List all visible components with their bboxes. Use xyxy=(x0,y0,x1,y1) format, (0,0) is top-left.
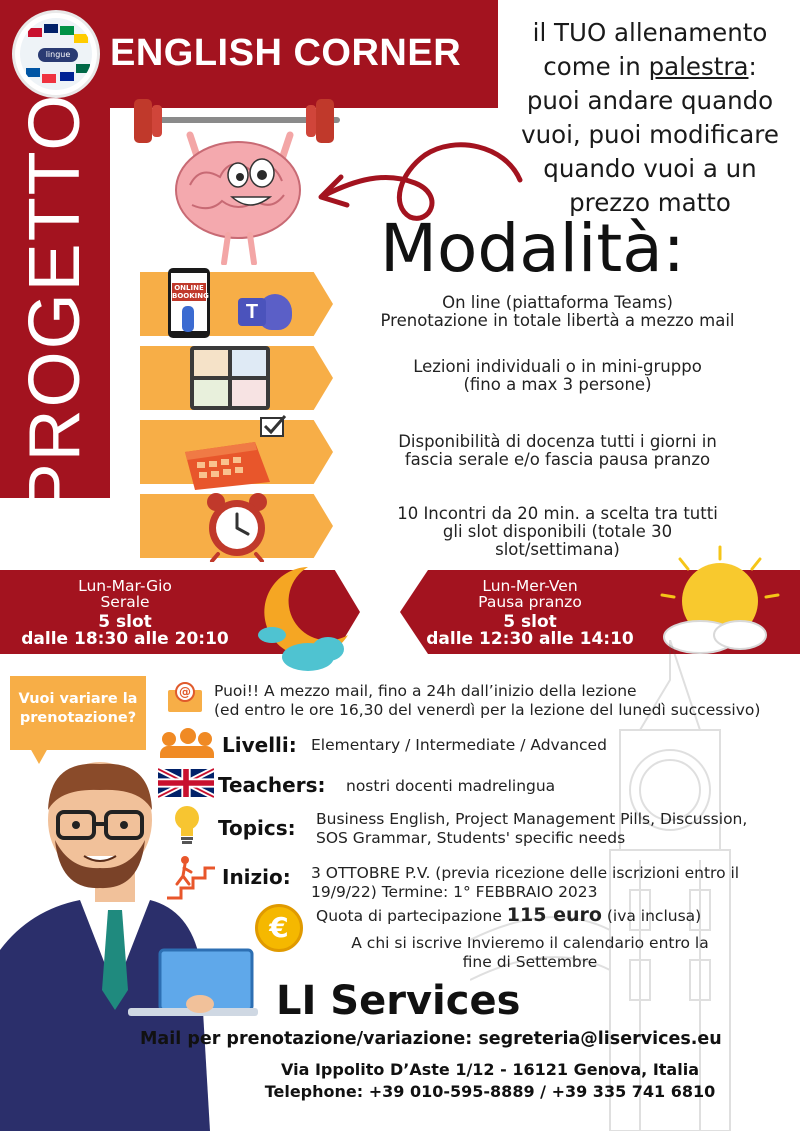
teachers-value: nostri docenti madrelingua xyxy=(346,777,556,795)
tagline-line: puoi andare quando xyxy=(526,86,774,115)
lunch-schedule xyxy=(410,578,650,648)
schedule-label: Serale xyxy=(100,593,150,611)
feature-text: On line (piattaforma Teams) Prenotazione in totale libertà a mezzo mail xyxy=(380,293,735,330)
start-value: 3 OTTOBRE P.V. (previa ricezione delle iscrizioni entro il 19/9/22) Termine: 1° FEBBRAIO 2023 xyxy=(311,864,740,901)
fee-line: Quota di partecipazione 115 euro (iva inclusa) xyxy=(316,904,702,926)
side-label: PROGETTO xyxy=(15,92,95,512)
teachers-label: Teachers: xyxy=(218,773,326,797)
topics-label: Topics: xyxy=(218,816,296,840)
teams-icon: T xyxy=(238,290,294,334)
schedule-days: Lun-Mer-Ven xyxy=(482,577,578,595)
tagline-line: come in palestra: xyxy=(543,52,757,81)
tagline-line: il TUO allenamento xyxy=(532,18,768,47)
video-call-icon xyxy=(190,346,270,410)
lightbulb-icon xyxy=(172,804,202,846)
address: Via Ippolito D’Aste 1/12 - 16121 Genova, Italia xyxy=(281,1060,699,1079)
stairs-climbing-icon xyxy=(165,854,217,902)
mail-line: Mail per prenotazione/variazione: segreteria@liservices.eu xyxy=(140,1029,722,1049)
group-people-icon xyxy=(160,726,214,758)
topics-value: Business English, Project Management Pills, Discussion, SOS Grammar, Students' specific needs xyxy=(316,810,748,847)
tagline xyxy=(508,16,792,220)
schedule-label: Pausa pranzo xyxy=(478,593,582,611)
levels-value: Elementary / Intermediate / Advanced xyxy=(311,736,607,754)
logo xyxy=(12,10,100,98)
tagline-line: quando vuoi a un xyxy=(543,154,757,183)
schedule-hours: dalle 18:30 alle 20:10 xyxy=(21,629,229,649)
email-icon: @ xyxy=(168,682,202,712)
schedule-slots: 5 slot xyxy=(98,612,152,632)
levels-label: Livelli: xyxy=(222,733,297,757)
alarm-clock-icon xyxy=(204,490,270,562)
feature-text: 10 Incontri da 20 min. a scelta tra tutti gli slot disponibili (totale 30 slot/settimana) xyxy=(397,504,718,559)
online-booking-icon: ONLINE BOOKING xyxy=(168,268,210,338)
section-heading: Modalità: xyxy=(380,210,685,287)
schedule-days: Lun-Mar-Gio xyxy=(78,577,172,595)
logo-word: lingue xyxy=(38,48,78,62)
schedule-hours: dalle 12:30 alle 14:10 xyxy=(426,629,634,649)
fee-amount: 115 euro xyxy=(506,904,602,926)
fee-note: A chi si iscrive Invieremo il calendario entro la fine di Settembre xyxy=(351,934,709,971)
email-link[interactable]: segreteria@liservices.eu xyxy=(478,1029,722,1049)
flags-globe-icon xyxy=(20,18,92,90)
uk-flag-icon xyxy=(158,768,214,798)
euro-coin-icon: € xyxy=(255,904,303,952)
brand-name: LI Services xyxy=(276,978,521,1024)
feature-text: Lezioni individuali o in mini-gruppo (fino a max 3 persone) xyxy=(413,357,702,394)
feature-text: Disponibilità di docenza tutti i giorni in fascia serale e/o fascia pausa pranzo xyxy=(398,432,717,469)
schedule-slots: 5 slot xyxy=(503,612,557,632)
calendar-icon xyxy=(175,412,290,492)
start-label: Inizio: xyxy=(222,865,291,889)
telephone: Telephone: +39 010-595-8889 / +39 335 741 6810 xyxy=(264,1082,716,1101)
speech-bubble-text: Vuoi variare la prenotazione? xyxy=(18,691,138,726)
moon-cloud-icon xyxy=(238,565,358,675)
page-title: ENGLISH CORNER xyxy=(110,32,462,74)
evening-schedule xyxy=(0,578,250,648)
tagline-line: prezzo matto xyxy=(569,188,731,217)
change-booking-text: Puoi!! A mezzo mail, fino a 24h dall’inizio della lezione (ed entro le ore 16,30 del venerdì per la lezione del lunedì successivo) xyxy=(214,682,761,719)
tagline-line: vuoi, puoi modificare xyxy=(521,120,779,149)
tagline-underlined: palestra xyxy=(648,52,749,81)
